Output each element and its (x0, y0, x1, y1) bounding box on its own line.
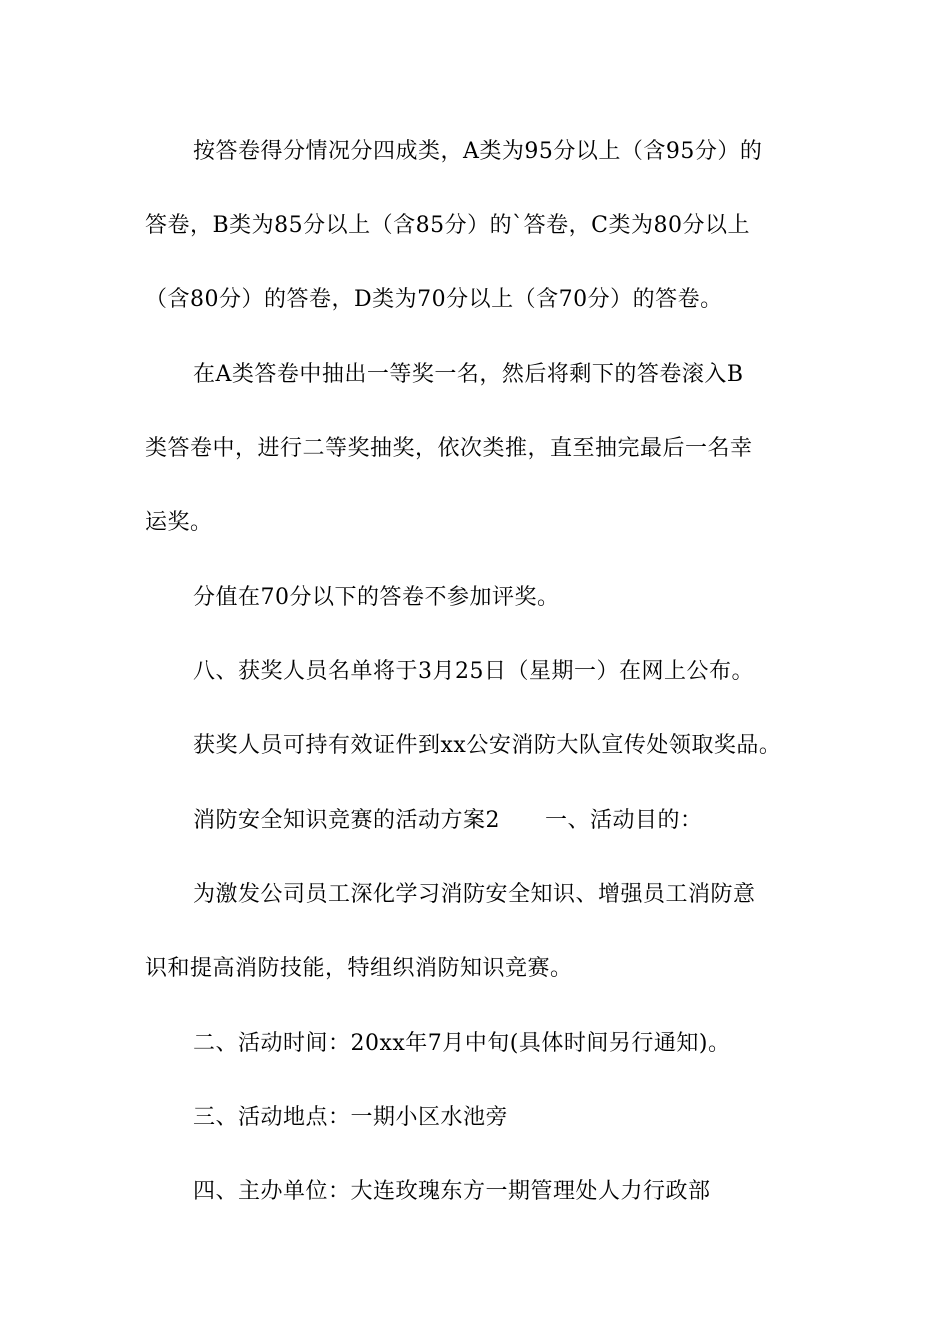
paragraph-line: 类答卷中，进行二等奖抽奖，依次类推，直至抽完最后一名幸 (145, 436, 753, 461)
paragraph-line: 获奖人员可持有效证件到xx公安消防大队宣传处领取奖品。 (193, 733, 782, 758)
paragraph-line: 识和提高消防技能，特组织消防知识竞赛。 (145, 956, 573, 981)
paragraph-line: （含80分）的答卷，D类为70分以上（含70分）的答卷。 (145, 287, 723, 312)
paragraph-line: 答卷，B类为85分以上（含85分）的`答卷，C类为80分以上 (145, 213, 750, 238)
paragraph-line: 二、活动时间：20xx年7月中旬(具体时间另行通知)。 (193, 1031, 731, 1056)
paragraph-line: 为激发公司员工深化学习消防安全知识、增强员工消防意 (193, 882, 756, 907)
paragraph-line: 运奖。 (145, 510, 213, 535)
paragraph-line: 八、获奖人员名单将于3月25日（星期一）在网上公布。 (193, 659, 754, 684)
paragraph-line: 四、主办单位：大连玫瑰东方一期管理处人力行政部 (193, 1179, 711, 1204)
paragraph-line: 三、活动地点：一期小区水池旁 (193, 1105, 509, 1130)
paragraph-line: 按答卷得分情况分四成类，A类为95分以上（含95分）的 (193, 139, 763, 164)
section-heading-line: 消防安全知识竞赛的活动方案2 一、活动目的： (193, 808, 703, 833)
paragraph-line: 分值在70分以下的答卷不参加评奖。 (193, 585, 560, 610)
paragraph-line: 在A类答卷中抽出一等奖一名，然后将剩下的答卷滚入B (193, 362, 744, 387)
